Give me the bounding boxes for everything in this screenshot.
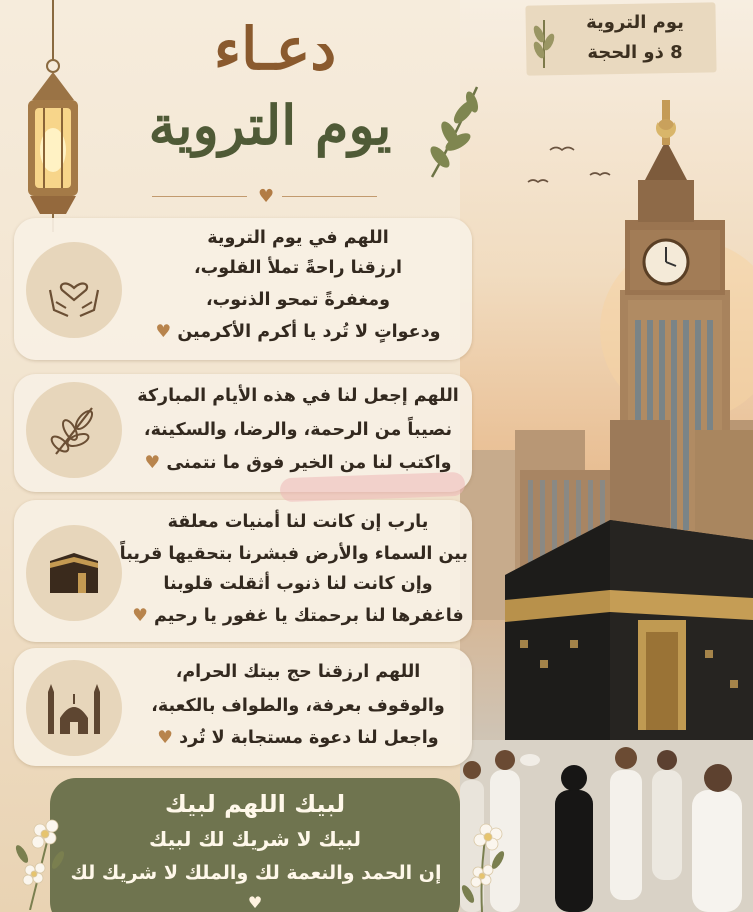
title-tarwiyah-day: يوم التروية xyxy=(148,93,392,157)
icon-circle-2 xyxy=(26,382,122,478)
title-divider-left xyxy=(152,196,247,197)
flower-icon xyxy=(452,812,512,912)
hands-heart-icon xyxy=(44,260,104,320)
card1-line4 xyxy=(128,322,468,342)
card1-line4-text: ودعواتٍ لا تُرد يا أكرم الأكرمين xyxy=(177,322,441,342)
makkah-illustration xyxy=(460,0,753,912)
card3-line3: وإن كانت لنا ذنوب أثقلت قلوبنا xyxy=(163,574,433,594)
card2-line3 xyxy=(128,453,468,473)
icon-circle-4 xyxy=(26,660,122,756)
card3-line4 xyxy=(128,606,468,626)
card4-line3 xyxy=(128,728,468,748)
talbiyah-heart-icon: ♥ xyxy=(247,893,263,912)
heart-icon: ♥ xyxy=(132,606,148,626)
title-divider-right xyxy=(282,196,377,197)
badge-day-name: يوم التروية xyxy=(586,12,684,33)
card1-line1: اللهم في يوم التروية xyxy=(207,228,389,248)
card4-line1: اللهم ارزقنا حج بيتك الحرام، xyxy=(175,662,421,682)
card4-line2: والوقوف بعرفة، والطواف بالكعبة، xyxy=(151,696,445,716)
card3-line2: بين السماء والأرض فبشرنا بتحقيها قريباً xyxy=(119,544,468,564)
mosque-icon xyxy=(44,678,104,738)
icon-circle-3 xyxy=(26,525,122,621)
card3-line1: يارب إن كانت لنا أمنيات معلقة xyxy=(167,512,429,532)
highlight-mark xyxy=(280,472,466,502)
title-heart-icon: ♥ xyxy=(258,186,275,207)
lantern-icon xyxy=(18,0,88,235)
heart-icon: ♥ xyxy=(144,453,161,473)
card4-line3-text: واجعل لنا دعوة مستجابة لا تُرد xyxy=(179,728,439,748)
kaaba-icon xyxy=(44,543,104,603)
card2-line3-text: واكتب لنا من الخير فوق ما نتمنى xyxy=(166,453,452,473)
card1-line2: ارزقنا راحةً تملأ القلوب، xyxy=(193,258,402,278)
heart-icon: ♥ xyxy=(155,322,172,342)
talbiyah-line3: إن الحمد والنعمة لك والملك لا شريك لك xyxy=(70,862,442,884)
olive-sprig-icon xyxy=(422,82,492,182)
card2-line2: نصيباً من الرحمة، والرضا، والسكينة، xyxy=(143,420,453,440)
makkah-scene xyxy=(460,0,753,912)
talbiyah-line2: لبيك لا شريك لك لبيك xyxy=(148,827,362,851)
card3-line4-text: فاغفرها لنا برحمتك يا غفور يا رحيم xyxy=(154,606,464,626)
card1-line3: ومغفرةً تمحو الذنوب، xyxy=(206,290,390,310)
title-dua: دعـاء xyxy=(213,15,337,83)
icon-circle-1 xyxy=(26,242,122,338)
badge-hijri-date: 8 ذو الحجة xyxy=(587,42,683,63)
flower-icon xyxy=(10,790,80,910)
leaf-icon xyxy=(532,16,556,68)
heart-icon: ♥ xyxy=(157,728,173,748)
talbiyah-line1: لبيك اللهم لبيك xyxy=(164,790,346,818)
card2-line1: اللهم إجعل لنا في هذه الأيام المباركة xyxy=(137,386,459,406)
olive-branch-icon xyxy=(44,400,104,460)
